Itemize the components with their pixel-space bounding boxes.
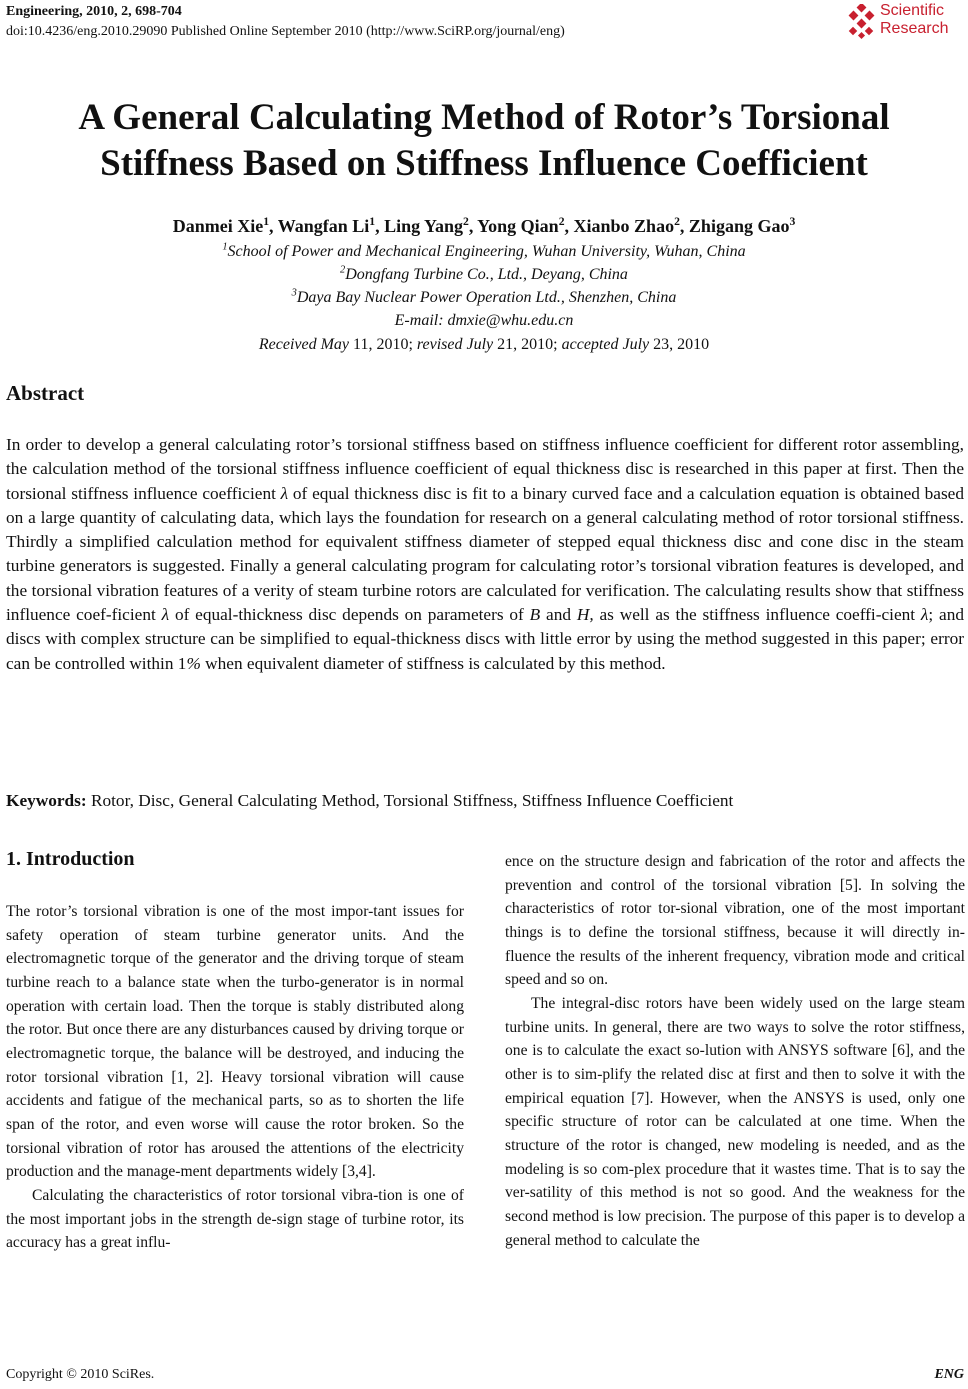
journal-meta: , 2010, 2, 698-704 xyxy=(79,4,182,19)
paragraph: Calculating the characteristics of rotor torsional vibra-tion is one of the most important jobs in the strength de-sign stage of turbine rotor, its accuracy has a great influ- xyxy=(6,1186,464,1252)
affiliation-2: $^2$Dongfang Turbine Co., Ltd., Deyang, China xyxy=(340,264,628,283)
publisher-logo xyxy=(846,2,964,44)
abstract-heading: Abstract xyxy=(6,381,85,405)
author: Zhigang Gao$^3$ xyxy=(688,215,796,236)
logo-text xyxy=(880,2,948,38)
journal-name: Engineering xyxy=(6,4,80,19)
left-column xyxy=(6,900,464,1255)
logo-line-2: Research xyxy=(880,20,949,37)
email-line: E-mail: dmxie@whu.edu.cn xyxy=(394,312,574,329)
affiliation-3: $^3$Daya Bay Nuclear Power Operation Ltd., Shenzhen, China xyxy=(291,287,677,306)
journal-abbrev-footer: ENG xyxy=(934,1367,964,1382)
logo-mark-icon xyxy=(846,4,878,40)
paragraph: The rotor’s torsional vibration is one of the most impor-tant issues for safety operation of steam turbine generator units. And the electromagnetic torque of the generator and the driving torque of steam turbine reach to a balance state when the turbo-generator is in normal operation with certain load. Then the torque is stably distributed along the rotor. But once there are any disturbances caused by driving torque or electromagnetic torque, the balance will be destroyed, and inducing the rotor torsional vibration [1, 2]. Heavy torsional vibration will cause accidents and fatigue of the mechanical parts, so as to shorten the life span of the rotor, and even worse will cause the rotor broken. So the torsional vibration of rotor has aroused the attentions of the electricity production and the manage-ment departments widely [3,4]. xyxy=(6,903,464,1181)
paper-title xyxy=(0,95,968,187)
title-line-1: A General Calculating Method of Rotor’s Torsional xyxy=(78,97,890,138)
author: Yong Qian$^2$, xyxy=(477,215,574,236)
keywords-text: Rotor, Disc, General Calculating Method, Torsional Stiffness, Stiffness Influence Coefficient xyxy=(86,791,734,810)
author-list xyxy=(0,214,968,238)
paragraph: ence on the structure design and fabrication of the rotor and affects the prevention and control of the torsional vibration [5]. In solving the characteristics of rotor tor-sional vibration, one of the most important things is to define the torsional stiffness, because it will directly in-fluence the results of the inherent frequency, vibration mode and critical speed and so on. xyxy=(505,853,965,989)
copyright-footer: Copyright © 2010 SciRes. xyxy=(6,1367,155,1382)
section-heading-introduction: 1. Introduction xyxy=(6,848,135,870)
logo-line-1: Scientific xyxy=(880,2,945,19)
journal-citation xyxy=(6,2,182,21)
author: Ling Yang$^2$, xyxy=(384,215,478,236)
affiliation-1: $^1$School of Power and Mechanical Engineering, Wuhan University, Wuhan, China xyxy=(222,241,746,260)
keywords-label: Keywords: xyxy=(6,791,87,810)
right-column xyxy=(505,850,965,1252)
title-line-2: Stiffness Based on Stiffness Influence Coefficient xyxy=(100,143,868,184)
author: Danmei Xie$^1$, xyxy=(172,215,278,236)
abstract-body: In order to develop a general calculating rotor’s torsional stiffness based on stiffness influence coefficient for different rotor assembling, the calculation method of the torsional stiffness influence coefficient of equal thickness disc is researched in this paper at first. Then the torsional stiffness influence coefficient λ of equal thickness disc is fit to a binary curved face and a calculation equation is obtained based on a large quantity of calculating data, which lays the foundation for research on a general calculating method of rotor torsional stiffness. Thirdly a simplified calculation method for equivalent stiffness diameter of stepped equal thickness disc and cone disc in the steam turbine generators is suggested. Finally a general calculating program for calculating rotor’s torsional vibration features is developed, and the torsional vibration features of a verity of steam turbine rotors are calculated for verification. The calculating results show that stiffness influence coef-ficient λ of equal-thickness disc depends on parameters of B and H, as well as the stiffness influence coeffi-cient λ; and discs with complex structure can be simplified to equal-thickness discs with little error by using the method suggested in this paper; error can be controlled within 1% when equivalent diameter of stiffness is calculated by this method. xyxy=(6,435,964,673)
keywords-line xyxy=(6,789,733,813)
paragraph: The integral-disc rotors have been widely used on the large steam turbine units. In general, there are two ways to solve the rotor stiffness, one is to calculate the exact so-lution with ANSYS software [6], and the other is to sim-plify the related disc at first and then to solve it with the empirical equation [7]. However, when the ANSYS is used, only one specific structure of rotor can be calculated at one time. When the structure of the rotor is changed, new modeling is needed, and as the modeling is so com-plex procedure that it wastes time. That is to say the ver-satility of this method is not so good. And the weakness for the second method is low precision. The purpose of this paper is to develop a general method to calculate the xyxy=(505,994,965,1249)
author: Wangfan Li$^1$, xyxy=(277,215,385,236)
author: Xianbo Zhao$^2$, xyxy=(573,215,689,236)
dates-line: Received May 11, 2010; revised July 21, 2010; accepted July 23, 2010 xyxy=(258,336,710,353)
doi-line: doi:10.4236/eng.2010.29090 Published Online September 2010 (http://www.SciRP.org/journal/eng) xyxy=(6,24,565,39)
